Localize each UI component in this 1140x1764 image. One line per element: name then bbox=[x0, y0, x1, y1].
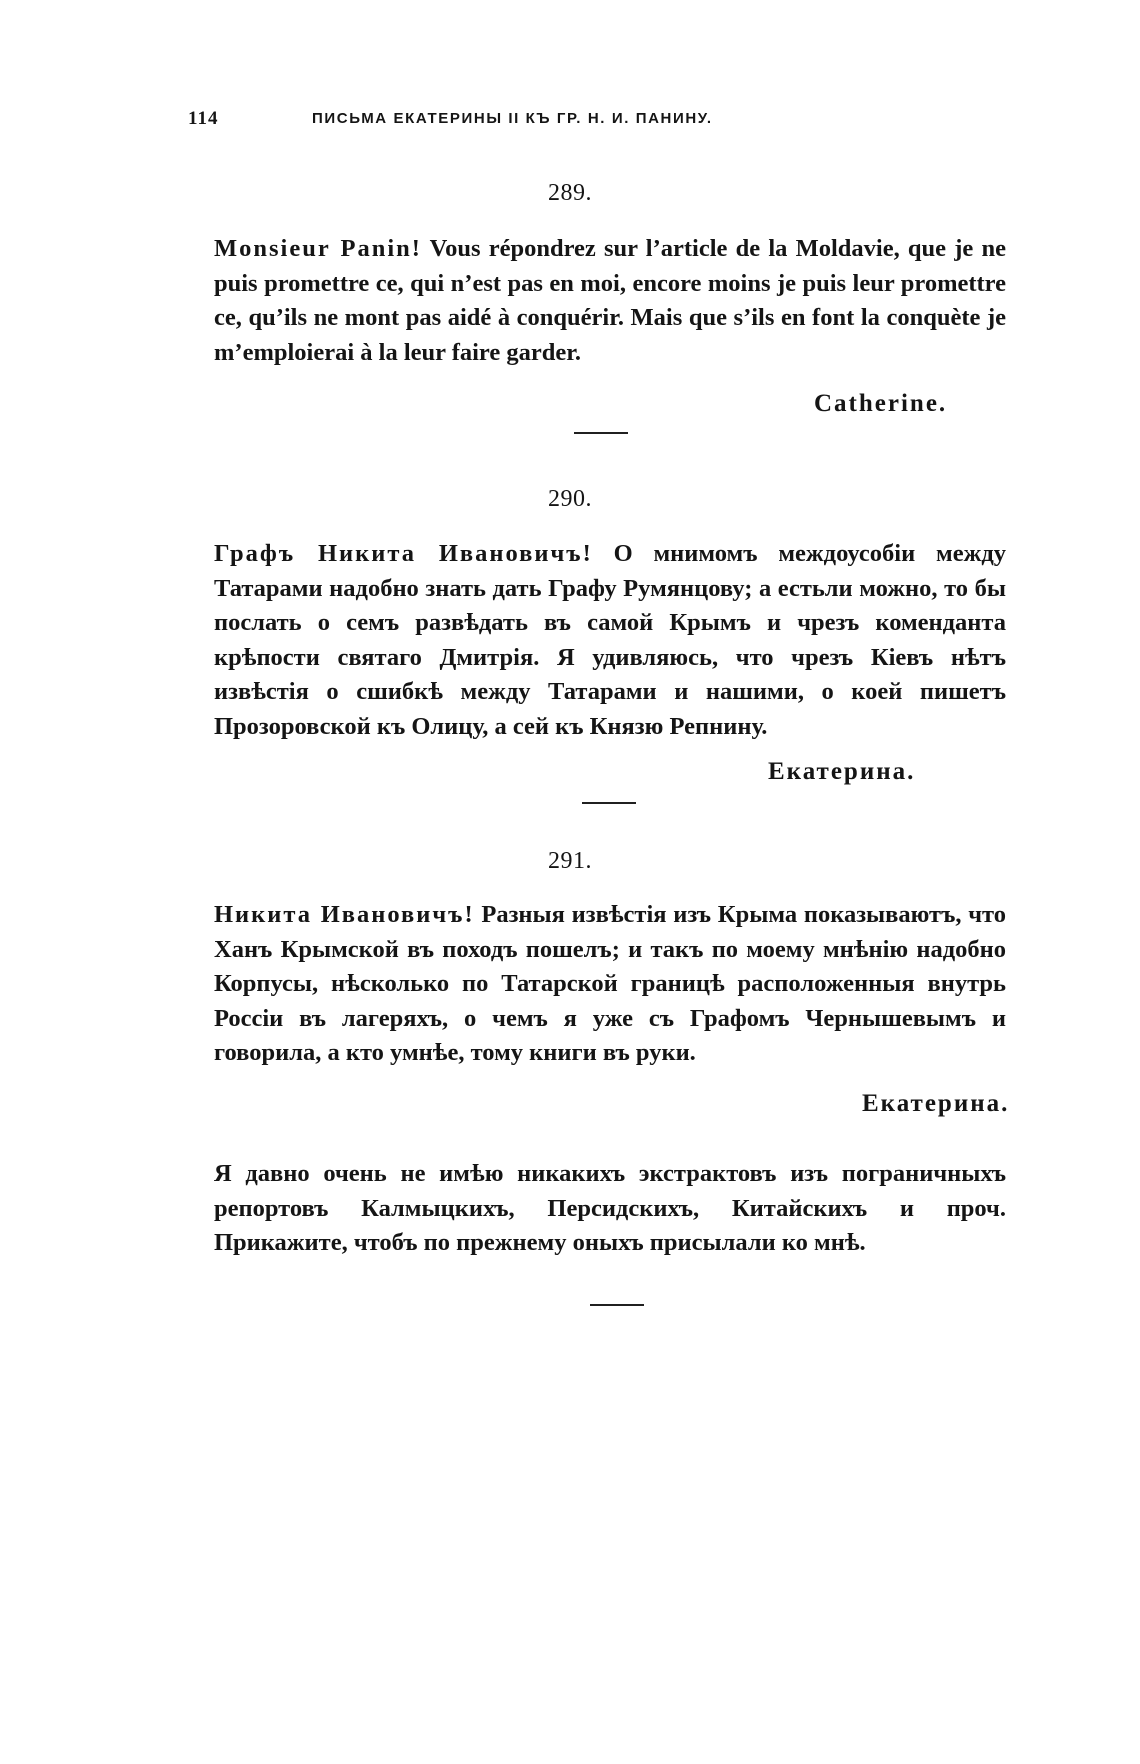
letter-signature-289: Catherine. bbox=[814, 390, 948, 417]
letter-number-289: 289. bbox=[548, 180, 592, 206]
letter-signature-291: Екатерина. bbox=[862, 1090, 1010, 1117]
letter-salutation: Графъ Никита Ивановичъ! bbox=[214, 540, 593, 567]
postscript: Я давно очень не имѣю никакихъ экстрактовъ изъ пограничныхъ репортовъ Калмыцкихъ, Персидскихъ, Китайскихъ и проч. Прикажите, чтобъ по прежнему оныхъ присылали ко мнѣ. bbox=[214, 1160, 1006, 1256]
page-header bbox=[188, 108, 1008, 138]
letter-body-289 bbox=[214, 232, 1006, 370]
letter-salutation: Monsieur Panin! bbox=[214, 235, 422, 262]
section-divider bbox=[574, 432, 628, 434]
letter-body-291 bbox=[214, 898, 1006, 1071]
letter-body-290 bbox=[214, 537, 1006, 744]
section-divider bbox=[582, 802, 636, 804]
section-divider bbox=[590, 1304, 644, 1306]
letter-text: Разныя извѣстія изъ Крыма показываютъ, что Ханъ Крымской въ походъ пошелъ; и такъ по моему мнѣнію надобно Корпусы, нѣсколько по Татарской границѣ расположенныя внутрь Россіи въ лагеряхъ, о чемъ я уже съ Графомъ Чернышевымъ и говорила, а кто умнѣе, тому книги въ руки. bbox=[214, 901, 1006, 1066]
letter-text: О мнимомъ междоусобіи между Татарами надобно знать дать Графу Румянцову; а естьли можно, то бы послать о семъ развѣдать въ самой Крымъ и чрезъ коменданта крѣпости святаго Дмитрія. Я удивляюсь, что чрезъ Кіевъ нѣтъ извѣстія о сшибкѣ между Татарами и нашими, о коей пишетъ Прозоровской къ Олицу, а сей къ Князю Репнину. bbox=[214, 540, 1006, 740]
running-head: ПИСЬМА ЕКАТЕРИНЫ II КЪ ГР. Н. И. ПАНИНУ. bbox=[312, 110, 713, 127]
page-number: 114 bbox=[188, 108, 219, 129]
letter-text: Vous répondrez sur l’article de la Moldavie, que je ne puis promettre ce, qui n’est pas en moi, encore moins je puis leur promettre ce, qu’ils ne mont pas aidé à conquérir. Mais que s’ils en font la conquète je m’emploierai à la leur faire garder. bbox=[214, 235, 1006, 366]
letter-number-291: 291. bbox=[548, 848, 592, 874]
letter-signature-290: Екатерина. bbox=[768, 758, 916, 785]
letter-salutation: Никита Ивановичъ! bbox=[214, 901, 475, 928]
letter-number-290: 290. bbox=[548, 486, 592, 512]
